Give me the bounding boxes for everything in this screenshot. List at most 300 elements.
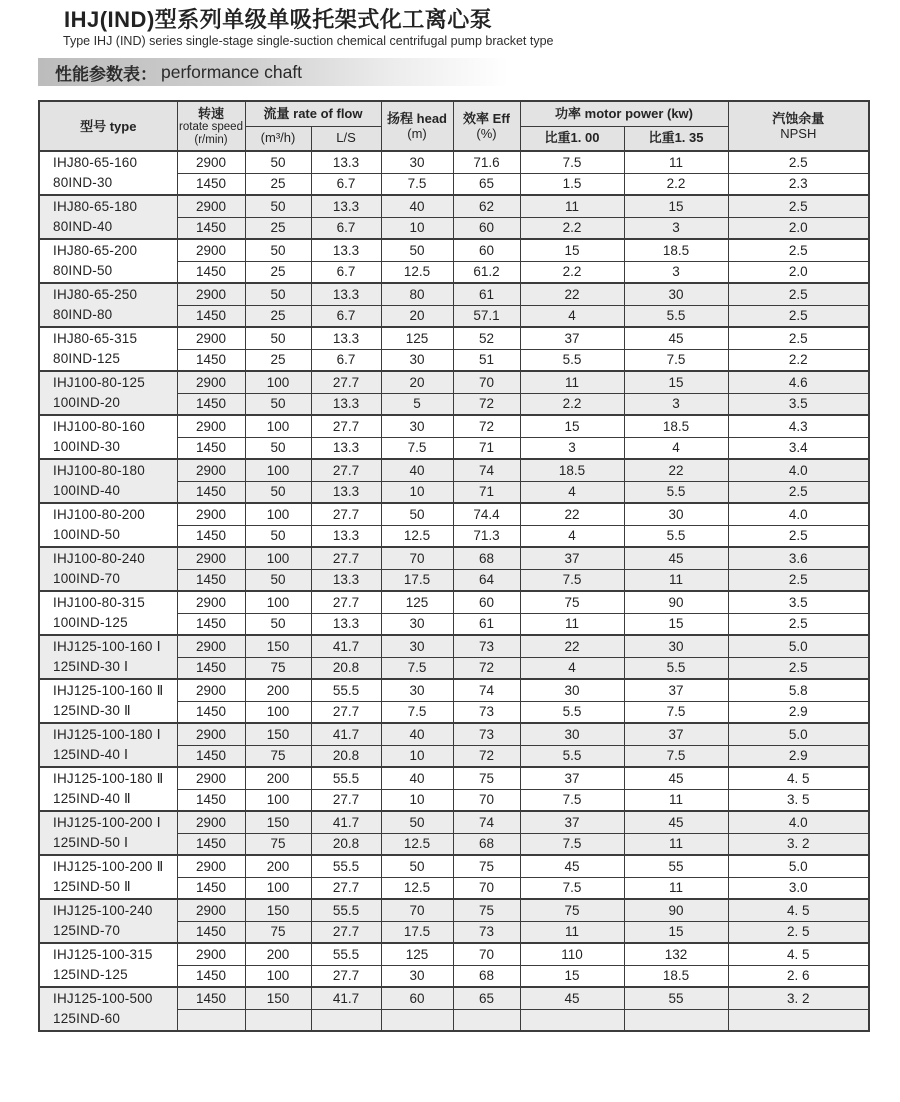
- cell-flow-ls: [311, 1009, 381, 1031]
- pump-model: IHJ125-100-180 Ⅱ: [53, 771, 164, 786]
- cell-npsh: 3. 5: [728, 789, 869, 811]
- pump-model-cell: [39, 415, 177, 459]
- page-title: IHJ(IND)型系列单级单吸托架式化工离心泵: [64, 7, 493, 32]
- cell-npsh: 2.9: [728, 745, 869, 767]
- pump-model-cell: [39, 283, 177, 327]
- cell-eff: 68: [453, 965, 520, 987]
- cell-power-sg100: 75: [520, 899, 624, 921]
- cell-flow-m3h: 100: [245, 701, 311, 723]
- cell-rotate-speed: 1450: [177, 261, 245, 283]
- cell-power-sg100: 11: [520, 371, 624, 393]
- cell-power-sg135: 22: [624, 459, 728, 481]
- cell-npsh: 4. 5: [728, 899, 869, 921]
- cell-head: 10: [381, 481, 453, 503]
- cell-flow-m3h: 25: [245, 261, 311, 283]
- pump-code: 125IND-30 Ⅰ: [53, 659, 129, 674]
- cell-head: 17.5: [381, 569, 453, 591]
- table-row: [39, 283, 869, 305]
- cell-flow-ls: 27.7: [311, 371, 381, 393]
- cell-head: 30: [381, 613, 453, 635]
- cell-power-sg100: 75: [520, 591, 624, 613]
- cell-power-sg135: 3: [624, 261, 728, 283]
- pump-model: IHJ80-65-160: [53, 155, 138, 170]
- cell-head: 7.5: [381, 437, 453, 459]
- pump-code: 80IND-30: [53, 175, 113, 190]
- cell-npsh: 2.5: [728, 569, 869, 591]
- cell-eff: 65: [453, 987, 520, 1009]
- cell-rotate-speed: 2900: [177, 679, 245, 701]
- head-label: 扬程 head: [387, 111, 447, 126]
- cell-power-sg135: 18.5: [624, 239, 728, 261]
- cell-flow-ls: 6.7: [311, 261, 381, 283]
- cell-power-sg135: 11: [624, 151, 728, 173]
- pump-model: IHJ100-80-180: [53, 463, 145, 478]
- cell-power-sg100: 37: [520, 547, 624, 569]
- rotate-speed-label-en: rotate speed: [179, 120, 243, 133]
- cell-flow-ls: 13.3: [311, 481, 381, 503]
- cell-npsh: 3.4: [728, 437, 869, 459]
- cell-power-sg100: 5.5: [520, 701, 624, 723]
- eff-label: 效率 Eff: [463, 111, 510, 126]
- table-row: [39, 195, 869, 217]
- cell-power-sg100: 15: [520, 415, 624, 437]
- cell-rotate-speed: 2900: [177, 811, 245, 833]
- section-banner: [38, 58, 508, 86]
- cell-power-sg100: 2.2: [520, 393, 624, 415]
- cell-eff: 61: [453, 283, 520, 305]
- cell-rotate-speed: 1450: [177, 217, 245, 239]
- cell-flow-m3h: 200: [245, 943, 311, 965]
- cell-power-sg100: 11: [520, 921, 624, 943]
- pump-code: 125IND-50 Ⅱ: [53, 879, 131, 894]
- cell-rotate-speed: 1450: [177, 481, 245, 503]
- cell-power-sg100: 7.5: [520, 151, 624, 173]
- cell-flow-ls: 41.7: [311, 635, 381, 657]
- cell-eff: 71: [453, 437, 520, 459]
- cell-head: 40: [381, 459, 453, 481]
- cell-eff: 60: [453, 239, 520, 261]
- catalog-page: [0, 8, 900, 1102]
- cell-power-sg100: 4: [520, 657, 624, 679]
- pump-code: 125IND-40 Ⅱ: [53, 791, 131, 806]
- cell-power-sg135: 7.5: [624, 349, 728, 371]
- cell-flow-ls: 20.8: [311, 833, 381, 855]
- cell-npsh: 2.5: [728, 327, 869, 349]
- cell-eff: 60: [453, 217, 520, 239]
- cell-head: 50: [381, 503, 453, 525]
- pump-model-cell: [39, 503, 177, 547]
- table-row: [39, 855, 869, 877]
- cell-eff: 60: [453, 591, 520, 613]
- cell-npsh: 2. 5: [728, 921, 869, 943]
- cell-flow-m3h: 50: [245, 569, 311, 591]
- cell-flow-ls: 13.3: [311, 393, 381, 415]
- cell-power-sg135: 15: [624, 613, 728, 635]
- cell-flow-ls: 13.3: [311, 151, 381, 173]
- cell-head: 10: [381, 789, 453, 811]
- cell-flow-m3h: 100: [245, 877, 311, 899]
- col-header-flow-m3h: (m³/h): [245, 126, 311, 151]
- cell-eff: 61: [453, 613, 520, 635]
- cell-power-sg100: 22: [520, 283, 624, 305]
- cell-flow-ls: 55.5: [311, 767, 381, 789]
- cell-rotate-speed: 2900: [177, 899, 245, 921]
- cell-npsh: 5.0: [728, 855, 869, 877]
- cell-rotate-speed: 2900: [177, 635, 245, 657]
- cell-power-sg135: 30: [624, 283, 728, 305]
- table-row: [39, 547, 869, 569]
- rotate-speed-unit: (r/min): [194, 133, 228, 146]
- cell-flow-ls: 55.5: [311, 855, 381, 877]
- cell-eff: 70: [453, 877, 520, 899]
- cell-npsh: 3.5: [728, 393, 869, 415]
- cell-flow-ls: 6.7: [311, 217, 381, 239]
- cell-eff: 71.6: [453, 151, 520, 173]
- pump-model: IHJ125-100-200 Ⅰ: [53, 815, 161, 830]
- cell-power-sg135: [624, 1009, 728, 1031]
- cell-power-sg135: 37: [624, 723, 728, 745]
- cell-flow-m3h: 75: [245, 745, 311, 767]
- cell-flow-m3h: 75: [245, 921, 311, 943]
- cell-power-sg135: 5.5: [624, 481, 728, 503]
- table-row: [39, 591, 869, 613]
- pump-code: 100IND-70: [53, 571, 121, 586]
- cell-npsh: 2.2: [728, 349, 869, 371]
- cell-power-sg135: 45: [624, 547, 728, 569]
- cell-flow-m3h: 50: [245, 151, 311, 173]
- pump-model: IHJ80-65-315: [53, 331, 138, 346]
- cell-eff: [453, 1009, 520, 1031]
- pump-model: IHJ100-80-315: [53, 595, 145, 610]
- pump-model-cell: [39, 239, 177, 283]
- cell-flow-m3h: 100: [245, 547, 311, 569]
- cell-npsh: [728, 1009, 869, 1031]
- cell-power-sg100: 15: [520, 239, 624, 261]
- cell-head: 30: [381, 679, 453, 701]
- pump-model: IHJ125-100-180 Ⅰ: [53, 727, 161, 742]
- cell-flow-m3h: 50: [245, 327, 311, 349]
- cell-power-sg135: 90: [624, 591, 728, 613]
- pump-code: 125IND-50 Ⅰ: [53, 835, 129, 850]
- cell-eff: 52: [453, 327, 520, 349]
- cell-npsh: 2.0: [728, 261, 869, 283]
- pump-model-cell: [39, 679, 177, 723]
- pump-model-cell: [39, 899, 177, 943]
- pump-model-cell: [39, 811, 177, 855]
- cell-head: 10: [381, 745, 453, 767]
- cell-eff: 70: [453, 789, 520, 811]
- cell-npsh: 2.5: [728, 195, 869, 217]
- cell-rotate-speed: 1450: [177, 613, 245, 635]
- cell-flow-ls: 55.5: [311, 943, 381, 965]
- cell-power-sg135: 37: [624, 679, 728, 701]
- cell-power-sg135: 15: [624, 195, 728, 217]
- cell-flow-m3h: 25: [245, 173, 311, 195]
- cell-flow-m3h: 150: [245, 987, 311, 1009]
- cell-npsh: 5.8: [728, 679, 869, 701]
- cell-head: 5: [381, 393, 453, 415]
- cell-rotate-speed: 2900: [177, 459, 245, 481]
- cell-rotate-speed: 1450: [177, 877, 245, 899]
- cell-rotate-speed: 1450: [177, 349, 245, 371]
- col-header-eff: [453, 101, 520, 151]
- table-row: [39, 679, 869, 701]
- pump-model-cell: [39, 855, 177, 899]
- cell-flow-m3h: 25: [245, 305, 311, 327]
- pump-model: IHJ125-100-315: [53, 947, 153, 962]
- cell-eff: 75: [453, 855, 520, 877]
- cell-rotate-speed: 1450: [177, 833, 245, 855]
- cell-power-sg100: 4: [520, 305, 624, 327]
- cell-eff: 73: [453, 701, 520, 723]
- cell-flow-m3h: 75: [245, 833, 311, 855]
- cell-eff: 70: [453, 371, 520, 393]
- cell-power-sg135: 15: [624, 371, 728, 393]
- pump-code: 125IND-40 Ⅰ: [53, 747, 129, 762]
- cell-flow-m3h: 50: [245, 283, 311, 305]
- pump-model: IHJ80-65-180: [53, 199, 138, 214]
- cell-power-sg100: 37: [520, 327, 624, 349]
- rotate-speed-label-zh: 转速: [197, 105, 224, 121]
- cell-power-sg100: 11: [520, 613, 624, 635]
- cell-power-sg100: 22: [520, 635, 624, 657]
- cell-flow-ls: 13.3: [311, 525, 381, 547]
- cell-head: 70: [381, 899, 453, 921]
- table-row: [39, 327, 869, 349]
- cell-head: 50: [381, 855, 453, 877]
- col-header-model-label: 型号 type: [80, 118, 137, 134]
- cell-head: 30: [381, 635, 453, 657]
- cell-power-sg135: 5.5: [624, 657, 728, 679]
- cell-npsh: 2.5: [728, 657, 869, 679]
- cell-flow-ls: 27.7: [311, 789, 381, 811]
- cell-rotate-speed: 2900: [177, 151, 245, 173]
- col-header-flow: 流量 rate of flow: [245, 101, 381, 126]
- cell-power-sg100: 7.5: [520, 833, 624, 855]
- cell-npsh: 2.9: [728, 701, 869, 723]
- pump-model: IHJ125-100-500: [53, 991, 153, 1006]
- pump-model: IHJ125-100-160 Ⅱ: [53, 683, 164, 698]
- cell-flow-m3h: 50: [245, 613, 311, 635]
- cell-npsh: 4.0: [728, 811, 869, 833]
- cell-eff: 74.4: [453, 503, 520, 525]
- col-header-rotate-speed: [177, 101, 245, 151]
- cell-npsh: 4. 5: [728, 767, 869, 789]
- cell-power-sg100: 4: [520, 481, 624, 503]
- cell-power-sg135: 45: [624, 767, 728, 789]
- cell-power-sg135: 3: [624, 217, 728, 239]
- cell-npsh: 4.0: [728, 459, 869, 481]
- cell-npsh: 2. 6: [728, 965, 869, 987]
- cell-power-sg100: 30: [520, 723, 624, 745]
- cell-flow-ls: 27.7: [311, 877, 381, 899]
- pump-model-cell: [39, 151, 177, 195]
- cell-eff: 65: [453, 173, 520, 195]
- cell-head: 60: [381, 987, 453, 1009]
- cell-flow-m3h: 50: [245, 239, 311, 261]
- cell-flow-m3h: 100: [245, 415, 311, 437]
- cell-power-sg135: 18.5: [624, 415, 728, 437]
- cell-head: 20: [381, 305, 453, 327]
- cell-eff: 70: [453, 943, 520, 965]
- cell-power-sg135: 18.5: [624, 965, 728, 987]
- cell-flow-m3h: 50: [245, 525, 311, 547]
- cell-npsh: 2.5: [728, 525, 869, 547]
- cell-head: 12.5: [381, 261, 453, 283]
- cell-eff: 72: [453, 393, 520, 415]
- cell-rotate-speed: 2900: [177, 371, 245, 393]
- cell-eff: 74: [453, 459, 520, 481]
- pump-code: 100IND-20: [53, 395, 121, 410]
- pump-model-cell: [39, 635, 177, 679]
- table-row: [39, 415, 869, 437]
- pump-model: IHJ80-65-200: [53, 243, 138, 258]
- cell-power-sg135: 7.5: [624, 745, 728, 767]
- cell-npsh: 2.5: [728, 613, 869, 635]
- cell-flow-m3h: 25: [245, 349, 311, 371]
- cell-rotate-speed: 2900: [177, 195, 245, 217]
- cell-npsh: 2.5: [728, 283, 869, 305]
- cell-head: 125: [381, 943, 453, 965]
- cell-head: 10: [381, 217, 453, 239]
- cell-rotate-speed: 1450: [177, 305, 245, 327]
- pump-model: IHJ100-80-125: [53, 375, 145, 390]
- cell-power-sg100: 15: [520, 965, 624, 987]
- table-row: [39, 635, 869, 657]
- cell-head: 7.5: [381, 701, 453, 723]
- cell-flow-m3h: 100: [245, 459, 311, 481]
- cell-rotate-speed: 1450: [177, 437, 245, 459]
- pump-code: 100IND-30: [53, 439, 121, 454]
- cell-flow-m3h: 50: [245, 481, 311, 503]
- cell-flow-ls: 27.7: [311, 701, 381, 723]
- cell-head: 50: [381, 811, 453, 833]
- cell-npsh: 3. 2: [728, 987, 869, 1009]
- cell-eff: 73: [453, 723, 520, 745]
- cell-flow-ls: 41.7: [311, 723, 381, 745]
- cell-power-sg135: 55: [624, 987, 728, 1009]
- cell-head: 30: [381, 965, 453, 987]
- pump-code: 80IND-80: [53, 307, 113, 322]
- cell-eff: 73: [453, 635, 520, 657]
- cell-power-sg100: 45: [520, 987, 624, 1009]
- cell-rotate-speed: 2900: [177, 591, 245, 613]
- cell-power-sg100: 110: [520, 943, 624, 965]
- col-header-power-sg135: 比重1. 35: [624, 126, 728, 151]
- cell-flow-ls: 20.8: [311, 745, 381, 767]
- pump-model-cell: [39, 723, 177, 767]
- pump-model-cell: [39, 547, 177, 591]
- cell-flow-m3h: 100: [245, 503, 311, 525]
- cell-eff: 61.2: [453, 261, 520, 283]
- pump-code: 100IND-125: [53, 615, 128, 630]
- pump-model: IHJ100-80-200: [53, 507, 145, 522]
- page-subtitle: Type IHJ (IND) series single-stage single-suction chemical centrifugal pump bracket type: [63, 34, 554, 48]
- cell-head: 30: [381, 415, 453, 437]
- cell-flow-m3h: 150: [245, 635, 311, 657]
- cell-rotate-speed: 2900: [177, 283, 245, 305]
- table-row: [39, 723, 869, 745]
- cell-power-sg135: 3: [624, 393, 728, 415]
- table-row: [39, 943, 869, 965]
- pump-model: IHJ80-65-250: [53, 287, 138, 302]
- cell-npsh: 2.3: [728, 173, 869, 195]
- pump-model-cell: [39, 987, 177, 1031]
- cell-rotate-speed: 2900: [177, 723, 245, 745]
- cell-eff: 64: [453, 569, 520, 591]
- cell-power-sg135: 5.5: [624, 525, 728, 547]
- cell-flow-m3h: 100: [245, 965, 311, 987]
- cell-power-sg100: 37: [520, 767, 624, 789]
- cell-flow-ls: 13.3: [311, 569, 381, 591]
- cell-head: 70: [381, 547, 453, 569]
- cell-flow-ls: 41.7: [311, 987, 381, 1009]
- cell-power-sg100: 5.5: [520, 349, 624, 371]
- section-banner-label-zh: 性能参数表：: [55, 64, 157, 84]
- col-header-model: [39, 101, 177, 151]
- cell-npsh: 2.5: [728, 305, 869, 327]
- performance-table: [38, 100, 870, 1032]
- pump-code: 80IND-40: [53, 219, 113, 234]
- cell-flow-m3h: 150: [245, 899, 311, 921]
- performance-table-body: [39, 151, 869, 1031]
- cell-eff: 72: [453, 415, 520, 437]
- cell-head: 30: [381, 151, 453, 173]
- cell-flow-m3h: [245, 1009, 311, 1031]
- table-row: [39, 151, 869, 173]
- cell-eff: 73: [453, 921, 520, 943]
- cell-head: [381, 1009, 453, 1031]
- cell-power-sg135: 11: [624, 877, 728, 899]
- cell-power-sg100: 37: [520, 811, 624, 833]
- cell-flow-ls: 55.5: [311, 899, 381, 921]
- col-header-npsh: [728, 101, 869, 151]
- cell-eff: 75: [453, 899, 520, 921]
- cell-eff: 71: [453, 481, 520, 503]
- cell-npsh: 4. 5: [728, 943, 869, 965]
- pump-code: 80IND-125: [53, 351, 121, 366]
- cell-head: 125: [381, 327, 453, 349]
- cell-flow-m3h: 50: [245, 393, 311, 415]
- npsh-label-zh: 汽蚀余量: [772, 111, 825, 126]
- cell-rotate-speed: 2900: [177, 855, 245, 877]
- cell-power-sg100: 7.5: [520, 569, 624, 591]
- cell-head: 12.5: [381, 525, 453, 547]
- pump-model-cell: [39, 371, 177, 415]
- cell-eff: 51: [453, 349, 520, 371]
- table-row: [39, 459, 869, 481]
- cell-flow-ls: 13.3: [311, 327, 381, 349]
- cell-flow-ls: 27.7: [311, 459, 381, 481]
- cell-power-sg100: 1.5: [520, 173, 624, 195]
- cell-rotate-speed: 2900: [177, 415, 245, 437]
- cell-rotate-speed: 2900: [177, 547, 245, 569]
- cell-power-sg100: 2.2: [520, 261, 624, 283]
- cell-power-sg100: 22: [520, 503, 624, 525]
- cell-power-sg135: 90: [624, 899, 728, 921]
- cell-head: 30: [381, 349, 453, 371]
- col-header-flow-ls: L/S: [311, 126, 381, 151]
- cell-flow-ls: 13.3: [311, 239, 381, 261]
- cell-npsh: 5.0: [728, 635, 869, 657]
- cell-flow-m3h: 25: [245, 217, 311, 239]
- pump-model: IHJ100-80-240: [53, 551, 145, 566]
- cell-power-sg135: 11: [624, 833, 728, 855]
- npsh-label-en: NPSH: [780, 126, 817, 141]
- cell-eff: 72: [453, 657, 520, 679]
- cell-power-sg100: 2.2: [520, 217, 624, 239]
- cell-npsh: 3.5: [728, 591, 869, 613]
